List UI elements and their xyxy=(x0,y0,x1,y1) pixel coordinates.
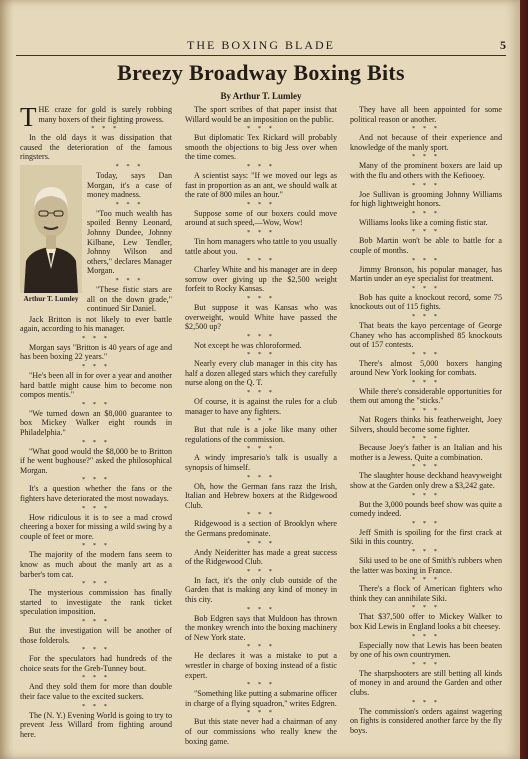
paragraph: Nat Rogers thinks his featherweight, Joey Silvers, should become some fighter. xyxy=(350,415,502,434)
separator: * * * xyxy=(412,463,440,471)
drop-cap: T xyxy=(20,102,37,132)
separator: * * * xyxy=(82,702,110,710)
paragraph: Nearly every club manager in this city has half a dozen alleged stars which they carefully nurse along on the Q. T. xyxy=(185,359,337,388)
separator: * * * xyxy=(82,646,110,654)
paragraph: Of course, it is against the rules for a club manager to have any fighters. xyxy=(185,397,337,416)
column-2 xyxy=(185,105,337,747)
paragraph: Charley White and his manager are in deep sorrow over giving up the $2,500 weight forfeit to Rocky Kansas. xyxy=(185,265,337,294)
separator: * * * xyxy=(247,709,275,717)
running-header xyxy=(16,38,506,54)
photo-caption: Arthur T. Lumley xyxy=(23,294,79,303)
separator: * * * xyxy=(247,473,275,481)
separator: * * * xyxy=(82,674,110,682)
separator: * * * xyxy=(247,539,275,547)
paragraph: Siki used to be one of Smith's rubbers when the latter was boxing in France. xyxy=(350,556,502,575)
paragraph: "We turned down an $8,000 guarantee to box Mickey Walker eight rounds in Philadelphia." xyxy=(20,408,172,438)
paragraph: "He's been all in for over a year and another hard battle might cause him to become non compos mentis." xyxy=(20,371,172,400)
separator: * * * xyxy=(247,681,275,689)
separator: * * * xyxy=(412,228,440,236)
separator: * * * xyxy=(412,632,440,640)
paragraph: Jeff Smith is spoiling for the first crack at Siki in this country. xyxy=(350,527,502,547)
paragraph: The (N. Y.) Evening World is going to try to prevent Jess Willard from fighting around here. xyxy=(20,710,172,739)
paragraph: Tin horn managers who tattle to you usually tattle about you. xyxy=(185,236,337,256)
separator: * * * xyxy=(247,200,275,208)
book-binding-edge xyxy=(520,0,528,759)
paragraph: They have all been appointed for some political reason or another. xyxy=(350,105,502,124)
paragraph: A windy impresario's talk is usually a synopsis of himself. xyxy=(185,453,337,473)
separator: * * * xyxy=(412,604,440,612)
paragraph: Bob has quite a knockout record, some 75 knockouts out of 115 fights. xyxy=(350,292,502,312)
paragraph: The mysterious commission has finally started to investigate the rank ticket speculation imposition. xyxy=(20,588,172,617)
separator: * * * xyxy=(412,378,440,386)
paragraph: "What good would the $8,000 be to Britton if he went bughouse?" asked the philosophical Morgan. xyxy=(20,446,172,475)
paragraph: It's a question whether the fans or the fighters have deteriorated the most nowadays. xyxy=(20,484,172,503)
paragraph: But the 3,000 pounds beef show was quite a comedy indeed. xyxy=(350,499,502,519)
separator: * * * xyxy=(412,209,440,217)
paragraph: THE craze for gold is surely robbing many boxers of their fighting prowess. xyxy=(20,102,172,132)
separator: * * * xyxy=(247,257,275,265)
separator: * * * xyxy=(412,284,440,292)
paragraph: "These fistic stars are all on the down grade," continued Sir Daniel. xyxy=(87,284,172,314)
paragraph: "Too much wealth has spoiled Benny Leonard, Johnny Dundee, Johnny Kilbane, Lew Tendler, Johnny Wilson and others," declares Manager Morgan. xyxy=(87,208,172,276)
paragraph: Because Joey's father is an Italian and his mother is a Jewess. Quite a combination. xyxy=(350,443,502,462)
paragraph: Bob Martin won't be able to battle for a couple of months. xyxy=(350,236,502,255)
separator: * * * xyxy=(412,407,440,415)
paragraph: Joe Sullivan is grooming Johnny Williams for high lightweight honors. xyxy=(350,189,502,209)
paragraph: But the investigation will be another of those folderols. xyxy=(20,625,172,645)
paragraph: And not because of their experience and knowledge of the manly sport. xyxy=(350,133,502,152)
paragraph: The slaughter house deckhand heavyweight show at the Garden only drew a $3,242 gate. xyxy=(350,471,502,491)
page-number: 5 xyxy=(500,38,506,52)
paragraph: In fact, it's the only club outside of the Garden that is making any kind of money in this city. xyxy=(185,575,337,604)
paragraph: That $37,500 offer to Mickey Walker to box Kid Lewis in England looks a bit cheesey. xyxy=(350,612,502,631)
separator: * * * xyxy=(412,548,440,555)
separator: * * * xyxy=(247,567,275,575)
separator: * * * xyxy=(115,276,144,284)
paragraph: The commission's orders against wagering on fights is considered another farce by the fly boys. xyxy=(350,706,502,735)
paragraph: Especially now that Lewis has been beaten by one of his own countrymen. xyxy=(350,640,502,660)
separator: * * * xyxy=(82,438,110,446)
separator: * * * xyxy=(247,605,275,613)
column-1 xyxy=(20,102,172,740)
paragraph: And they sold them for more than double their face value to the excited suckers. xyxy=(20,682,172,701)
separator: * * * xyxy=(82,617,110,625)
paragraph: There's a flock of American fighters who think they can annihilate Siki. xyxy=(350,584,502,603)
article-title: Breezy Broadway Boxing Bits xyxy=(117,60,405,85)
paragraph: But that rule is a joke like many other regulations of the commission. xyxy=(185,425,337,444)
separator: * * * xyxy=(247,445,275,453)
paragraph: Suppose some of our boxers could move around at such speed,—Wow, Wow! xyxy=(185,208,337,228)
paragraph: There's almost 5,000 boxers hanging around New York looking for combats. xyxy=(350,358,502,378)
paragraph: But diplomatic Tex Rickard will probably smooth the objections to big Jess over when the time comes. xyxy=(185,133,337,162)
separator: * * * xyxy=(247,417,275,425)
paragraph: The majority of the modern fans seem to know as much about the manly art as a barber's tom cat. xyxy=(20,550,172,579)
separator: * * * xyxy=(247,643,275,651)
paragraph: Oh, how the German fans razz the Irish, Italian and Hebrew boxers at the Ridgewood Club. xyxy=(185,481,337,510)
separator: * * * xyxy=(82,363,110,371)
paragraph: Jack Britton is not likely to ever battle again, according to his manager. xyxy=(20,314,172,334)
paragraph: Not except he was chloroformed. xyxy=(194,340,302,350)
separator: * * * xyxy=(247,294,275,302)
separator: * * * xyxy=(91,125,120,133)
separator: * * * xyxy=(82,334,110,342)
separator: * * * xyxy=(115,162,144,170)
separator: * * * xyxy=(247,389,275,397)
separator: * * * xyxy=(115,200,144,208)
paragraph: He declares it was a mistake to put a wrestler in charge of boxing instead of a fistic expert. xyxy=(185,651,337,680)
paragraph: In the old days it was dissipation that caused the deterioration of the famous ringsters. xyxy=(20,133,172,162)
separator: * * * xyxy=(247,162,275,170)
separator: * * * xyxy=(412,519,440,527)
separator: * * * xyxy=(247,332,275,340)
paragraph: Morgan says "Britton is 40 years of age and has been boxing 22 years." xyxy=(20,342,172,362)
paragraph: While there's considerable opportunities for them out among the "sticks." xyxy=(350,386,502,406)
paragraph: Today, says Dan Morgan, it's a case of money madness. xyxy=(87,170,172,200)
paragraph: Williams looks like a coming fistic star. xyxy=(359,217,488,227)
paragraph: Many of the prominent boxers are laid up with the flu and others with the Kefiooey. xyxy=(350,161,502,180)
separator: * * * xyxy=(82,580,110,588)
separator: * * * xyxy=(247,125,275,133)
article-byline: By Arthur T. Lumley xyxy=(220,91,302,101)
gutter-shadow xyxy=(0,0,14,759)
paragraph: Andy Neideritter has made a great success of the Ridgewood Club. xyxy=(185,547,337,567)
separator: * * * xyxy=(82,400,110,408)
column-3 xyxy=(350,105,502,736)
separator: * * * xyxy=(247,228,275,236)
portrait-photo xyxy=(20,165,82,293)
separator: * * * xyxy=(247,351,275,359)
author-portrait xyxy=(20,165,82,305)
separator: * * * xyxy=(412,125,440,133)
paragraph: But this state never had a chairman of any of our commissions who really knew the boxing game. xyxy=(185,717,337,746)
separator: * * * xyxy=(412,153,440,161)
separator: * * * xyxy=(247,511,275,519)
paragraph: For the speculators had hundreds of the choice seats for the Greb-Tunney bout. xyxy=(20,654,172,673)
separator: * * * xyxy=(412,491,440,499)
paragraph: But suppose it was Kansas who was overweight, would White have passed the $2,500 up? xyxy=(185,302,337,332)
running-title: THE BOXING BLADE xyxy=(187,38,335,52)
separator: * * * xyxy=(412,660,440,668)
header-rule xyxy=(16,55,506,56)
paragraph: That beats the kayo percentage of George Chaney who has accomplished 85 knockouts out of 157 contests. xyxy=(350,320,502,350)
paragraph: How ridiculous it is to see a mad crowd cheering a boxer for missing a wild swing by a couple of feet or more. xyxy=(20,512,172,541)
separator: * * * xyxy=(412,181,440,189)
paragraph: The sharpshooters are still betting all kinds of money in and around the Garden and other clubs. xyxy=(350,668,502,697)
paragraph: "Something like putting a submarine officer in charge of a flying squadron," writes Edgren. xyxy=(185,689,337,708)
separator: * * * xyxy=(412,576,440,584)
paragraph: Ridgewood is a section of Brooklyn where the Germans predominate. xyxy=(185,519,337,538)
separator: * * * xyxy=(82,542,110,550)
separator: * * * xyxy=(82,504,110,512)
separator: * * * xyxy=(412,256,440,264)
paragraph: The sport scribes of that paper insist that Willard would be an imposition on the public. xyxy=(185,105,337,124)
separator: * * * xyxy=(412,435,440,443)
separator: * * * xyxy=(412,350,440,358)
paragraph: Bob Edgren says that Muldoon has thrown the monkey wrench into the boxing machinery of New York state. xyxy=(185,613,337,642)
paragraph: A scientist says: "If we moved our legs as fast in proportion as an ant, we should walk at the rate of 800 miles an hour." xyxy=(185,170,337,200)
paragraph: Jimmy Bronson, his popular manager, has Martin under an eye specialist for treatment. xyxy=(350,264,502,284)
separator: * * * xyxy=(82,476,110,484)
separator: * * * xyxy=(412,698,440,706)
separator: * * * xyxy=(412,312,440,320)
